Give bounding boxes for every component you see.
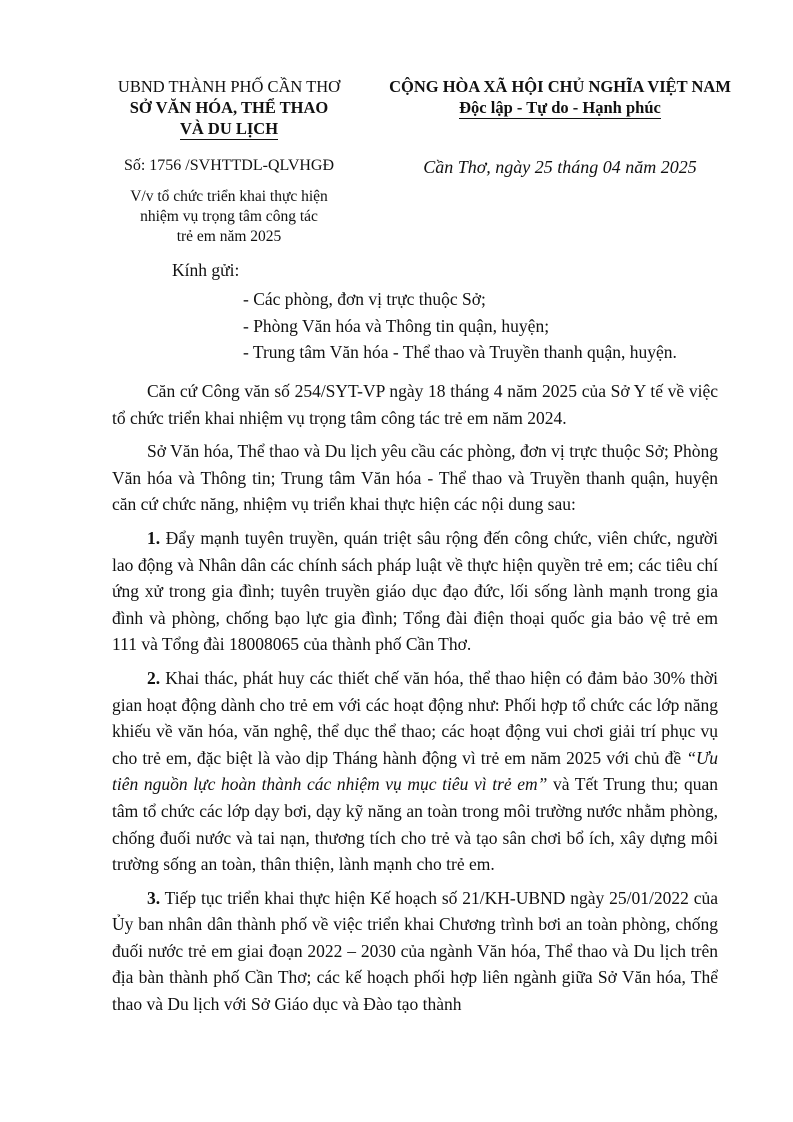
document-number: Số: 1756 /SVHTTDL-QLVHGĐ [123,157,335,174]
paragraph-request: Sở Văn hóa, Thể thao và Du lịch yêu cầu các phòng, đơn vị trực thuộc Sở; Phòng Văn hóa và Thông tin; Trung tâm Văn hóa - Thể thao và Truyền thanh quận, huyện căn cứ chức năng, nhiệm vụ triển khai thực hiện các nội dung sau: [112,441,718,515]
agency-parent: UBND THÀNH PHỐ CẦN THƠ [117,77,341,96]
item-number: 2. [147,667,161,688]
agency-header [100,76,358,140]
recipient-item: - Trung tâm Văn hóa - Thể thao và Truyền thanh quận, huyện. [243,342,677,362]
document-date: Cần Thơ, ngày 25 tháng 04 năm 2025 [423,157,697,177]
recipient-item: - Các phòng, đơn vị trực thuộc Sở; [243,289,486,309]
item-theme: “Ưu tiên nguồn lực hoàn thành các nhiệm vụ mục tiêu vì trẻ em” [112,747,718,795]
national-header [370,76,750,119]
item-text: và Tết Trung thu; quan tâm tổ chức các lớp dạy bơi, dạy kỹ năng an toàn trong môi trường nước nhằm phòng, chống đuối nước và tai nạn, thương tích cho trẻ và tạo sân chơi bổ ích, xây dựng môi trường sống an toàn, thân thiện, lành mạnh cho trẻ em. [112,774,719,875]
national-motto: Độc lập - Tự do - Hạnh phúc [459,98,661,117]
item-text: Khai thác, phát huy các thiết chế văn hóa, thể thao hiện có đảm bảo 30% thời gian hoạt động dành cho trẻ em với các hoạt động như: Phối hợp tổ chức các lớp năng khiếu về văn hóa, văn nghệ, thể dục thể thao; các hoạt động vui chơi giải trí phục vụ cho trẻ em, đặc biệt là vào dịp Tháng hành động vì trẻ em năm 2025 với chủ đề [112,667,718,768]
salutation: Kính gửi: [172,260,240,280]
paragraph-item-1 [112,525,718,658]
subject-line3: trẻ em năm 2025 [176,228,282,245]
paragraph-item-3 [112,885,718,1018]
recipient-item: - Phòng Văn hóa và Thông tin quận, huyện; [243,315,550,336]
subject-line1: V/v tổ chức triển khai thực hiện [130,188,328,205]
item-number: 3. [147,887,161,908]
paragraph-basis: Căn cứ Công văn số 254/SYT-VP ngày 18 tháng 4 năm 2025 của Sở Y tế về việc tổ chức triển khai nhiệm vụ trọng tâm công tác trẻ em năm 2024. [112,381,718,428]
paragraph-item-2 [112,665,718,878]
document-subject [100,187,358,247]
item-number: 1. [147,527,161,548]
document-body [112,378,718,1025]
subject-line2: nhiệm vụ trọng tâm công tác [140,208,318,225]
item-text: Đẩy mạnh tuyên truyền, quán triệt sâu rộng đến công chức, viên chức, người lao động và Nhân dân các chính sách pháp luật về thực hiện quyền trẻ em; các tiêu chí ứng xử trong gia đình; tuyên truyền giáo dục đạo đức, lối sống lành mạnh trong gia đình và phòng, chống bạo lực gia đình; Tổng đài điện thoại quốc gia bảo vệ trẻ em 111 và Tổng đài 18008065 của thành phố Cần Thơ. [112,527,718,655]
national-title: CỘNG HÒA XÃ HỘI CHỦ NGHĨA VIỆT NAM [389,77,731,96]
item-text: Tiếp tục triển khai thực hiện Kế hoạch số 21/KH-UBND ngày 25/01/2022 của Ủy ban nhân dân thành phố về việc triển khai Chương trình bơi an toàn phòng, chống đuối nước trẻ em giai đoạn 2022 – 2030 của ngành Văn hóa, Thể thao và Du lịch trên địa bàn thành phố Cần Thơ; các kế hoạch phối hợp liên ngành giữa Sở Văn hóa, Thể thao và Du lịch với Sở Giáo dục và Đào tạo thành [112,887,718,1015]
agency-name-line2: VÀ DU LỊCH [179,119,279,138]
agency-name-line1: SỞ VĂN HÓA, THỂ THAO [129,98,329,117]
recipient-list [243,286,677,366]
